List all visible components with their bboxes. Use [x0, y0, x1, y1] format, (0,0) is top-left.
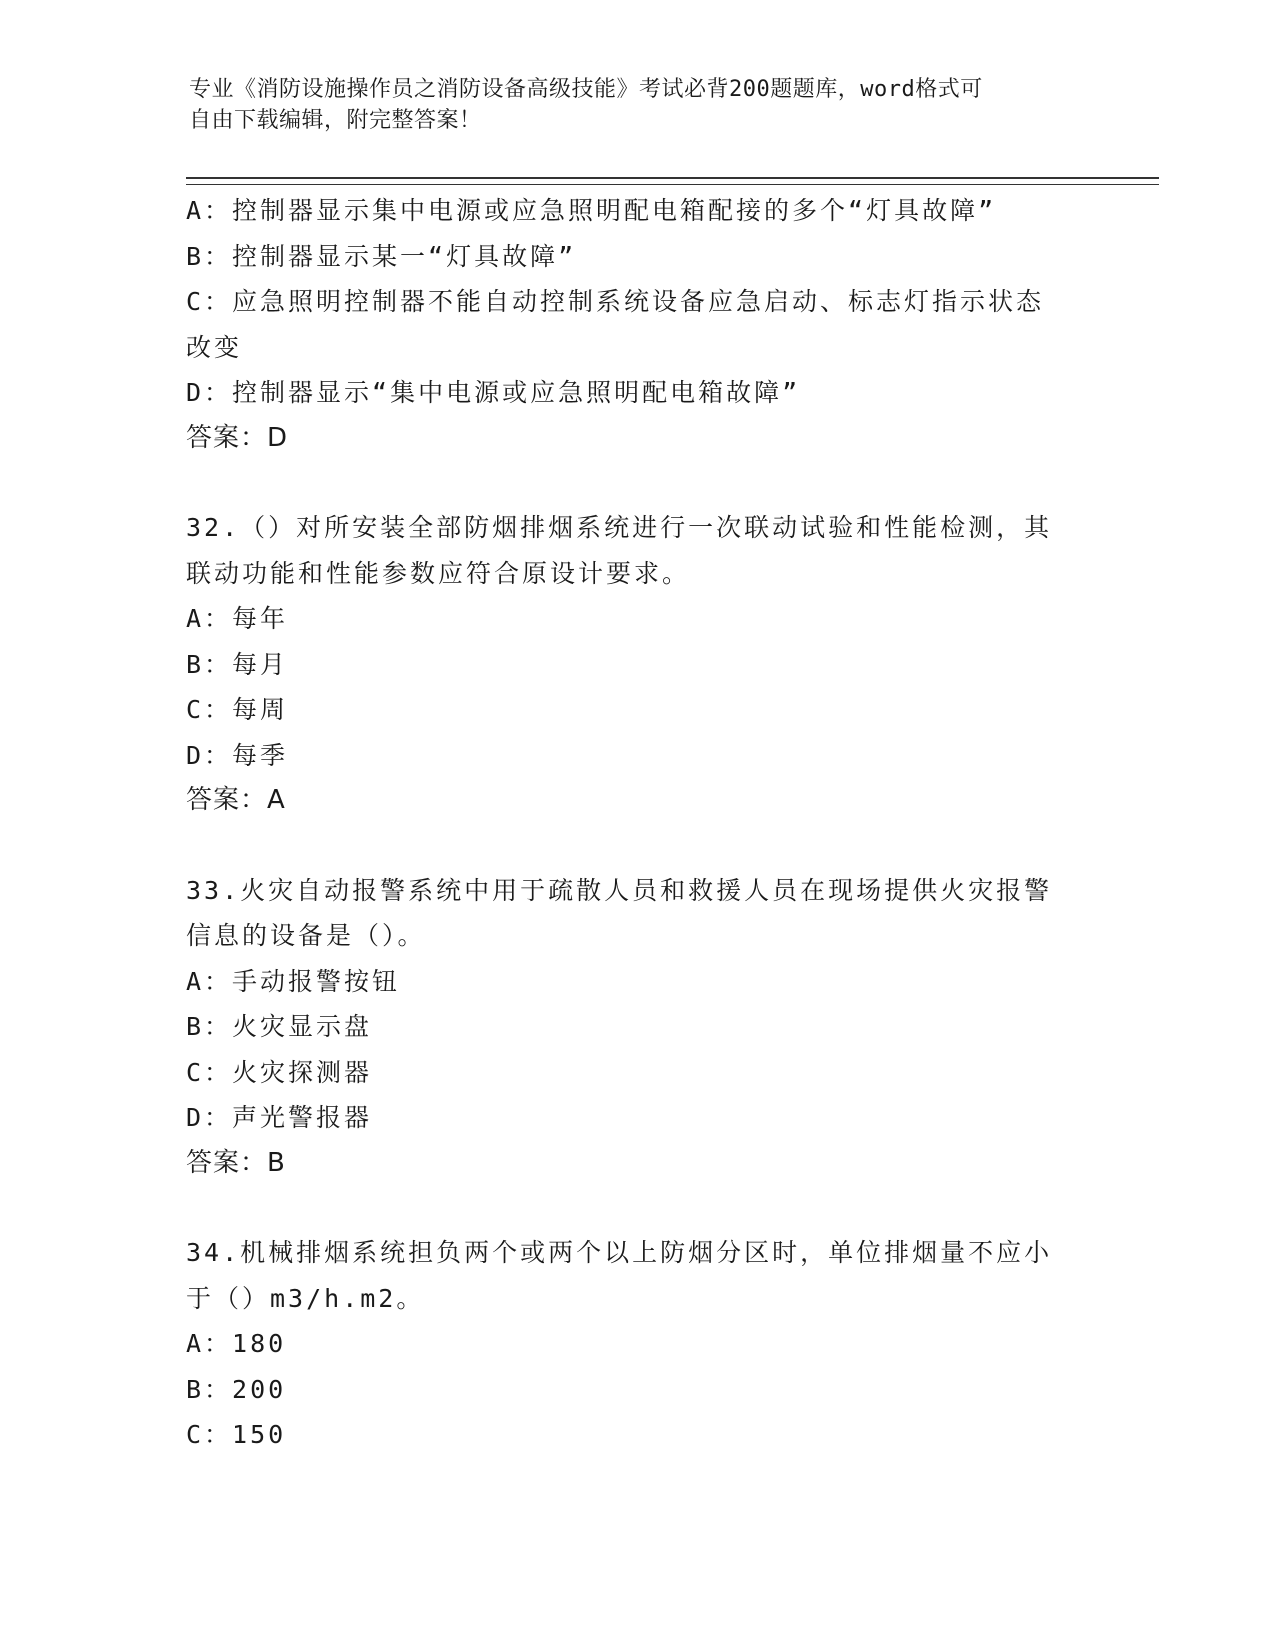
question-34 [186, 1230, 1086, 1458]
option-c: C：火灾探测器 [186, 1057, 373, 1087]
option-c: C：每周 [186, 695, 289, 724]
option-b: B：控制器显示某一“灯具故障” [186, 241, 577, 271]
header-line-1: 专业《消防设施操作员之消防设备高级技能》考试必背200题题库，word格式可 [189, 77, 983, 102]
question-stem: 34.机械排烟系统担负两个或两个以上防烟分区时，单位排烟量不应小 [186, 1238, 1053, 1267]
option-d: D：控制器显示“集中电源或应急照明配电箱故障” [186, 378, 801, 407]
question-stem: 32.（）对所安装全部防烟排烟系统进行一次联动试验和性能检测，其 [186, 513, 1053, 542]
option-a: A：控制器显示集中电源或应急照明配电箱配接的多个“灯具故障” [186, 196, 997, 225]
option-b: B：火灾显示盘 [186, 1012, 373, 1041]
question-32 [186, 505, 1086, 824]
answer: 答案：D [186, 422, 289, 453]
question-33 [186, 868, 1086, 1187]
previous-question-block [186, 188, 1086, 461]
option-d: D：每季 [186, 740, 289, 770]
answer: 答案：A [186, 785, 286, 815]
option-a: A：180 [186, 1329, 287, 1358]
question-stem-continued: 于（）m3/h.m2。 [186, 1283, 425, 1313]
question-content [186, 188, 1086, 1458]
document-header [189, 74, 1069, 136]
header-divider [186, 177, 1159, 185]
option-c: C：应急照明控制器不能自动控制系统设备应急启动、标志灯指示状态 [186, 287, 1045, 316]
question-stem-continued: 联动功能和性能参数应符合原设计要求。 [186, 558, 691, 588]
option-b: B：每月 [186, 649, 289, 679]
option-c-continued: 改变 [186, 332, 243, 362]
answer: 答案：B [186, 1147, 286, 1178]
option-d: D：声光警报器 [186, 1103, 373, 1132]
option-c: C：150 [186, 1420, 287, 1449]
option-a: A：每年 [186, 604, 289, 633]
question-stem: 33.火灾自动报警系统中用于疏散人员和救援人员在现场提供火灾报警 [186, 875, 1053, 905]
option-b: B：200 [186, 1374, 287, 1404]
question-stem-continued: 信息的设备是（）。 [186, 921, 426, 950]
option-a: A：手动报警按钮 [186, 966, 401, 996]
header-line-2: 自由下载编辑，附完整答案！ [189, 108, 482, 133]
